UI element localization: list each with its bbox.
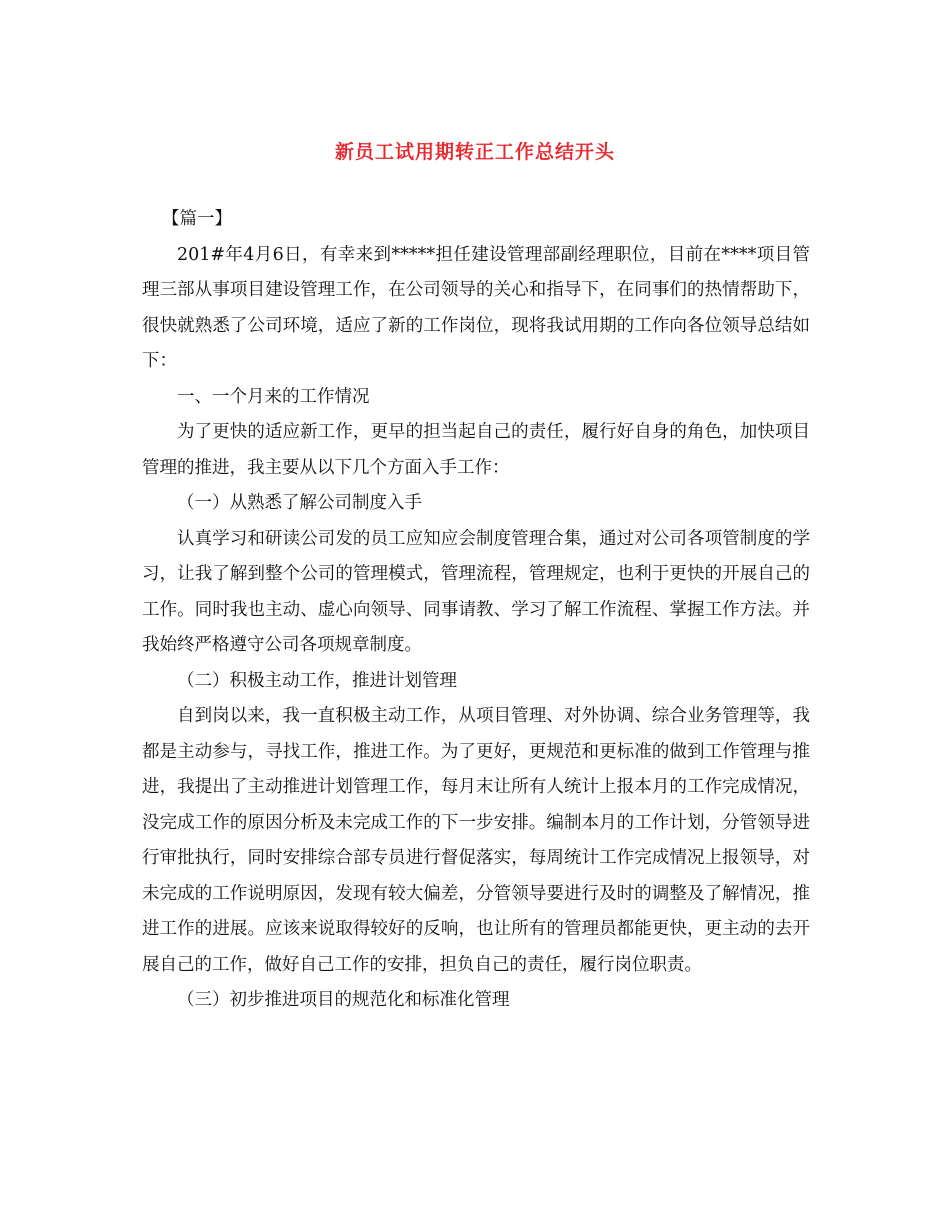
subheading-standardization: （三）初步推进项目的规范化和标准化管理 bbox=[177, 990, 510, 1010]
document-title: 新员工试用期转正工作总结开头 bbox=[334, 141, 615, 163]
section-heading-work-status: 一、一个月来的工作情况 bbox=[177, 386, 370, 407]
document-body bbox=[142, 202, 810, 1019]
paragraph-plan-management: 自到岗以来，我一直积极主动工作，从项目管理、对外协调、综合业务管理等，我都是主动参与，寻找工作，推进工作。为了更好，更规范和更标准的做到工作管理与推进，我提出了主动推进计划管理工作，每月末让所有人统计上报本月的工作完成情况，没完成工作的原因分析及未完成工作的下一步安排。编制本月的工作计划，分管领导进行审批执行，同时安排综合部专员进行督促落实，每周统计工作完成情况上报领导，对未完成的工作说明原因，发现有较大偏差，分管领导要进行及时的调整及了解情况，推进工作的进展。应该来说取得较好的反响，也让所有的管理员都能更快，更主动的去开展自己的工作，做好自己工作的安排，担负自己的责任，履行岗位职责。 bbox=[142, 706, 810, 975]
paragraph-approach: 为了更快的适应新工作，更早的担当起自己的责任，履行好自身的角色，加快项目管理的推进，我主要从以下几个方面入手工作： bbox=[142, 422, 810, 478]
paragraph-intro: 201#年4月6日，有幸来到*****担任建设管理部副经理职位，目前在****项目管理三部从事项目建设管理工作，在公司领导的关心和指导下，在同事们的热情帮助下，很快就熟悉了公司环境，适应了新的工作岗位，现将我试用期的工作向各位领导总结如下： bbox=[142, 244, 810, 371]
paragraph-company-rules: 认真学习和研读公司发的员工应知应会制度管理合集，通过对公司各项管制度的学习，让我了解到整个公司的管理模式，管理流程，管理规定，也利于更快的开展自己的工作。同时我也主动、虚心向领导、同事请教、学习了解工作流程、掌握工作方法。并我始终严格遵守公司各项规章制度。 bbox=[142, 528, 810, 655]
subheading-company-rules: （一）从熟悉了解公司制度入手 bbox=[177, 493, 422, 513]
subheading-plan-management: （二）积极主动工作，推进计划管理 bbox=[177, 670, 457, 691]
part-label: 【篇一】 bbox=[162, 209, 232, 229]
